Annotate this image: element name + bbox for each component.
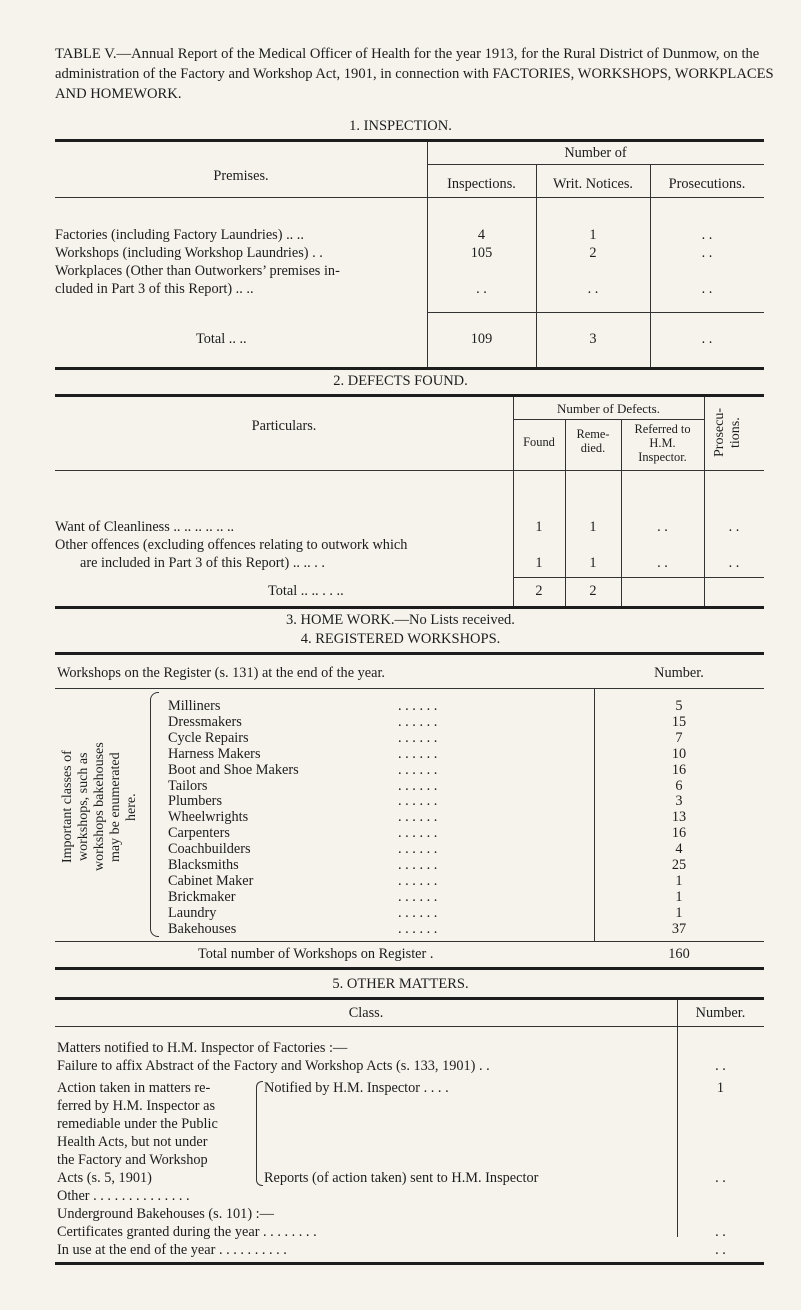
reports-label: Reports (of action taken) sent to H.M. Inspector: [264, 1170, 539, 1186]
rule: [55, 688, 764, 689]
col-writ-notices: Writ. Notices.: [552, 176, 634, 192]
rule: [55, 470, 764, 471]
col-remedied: Reme-: [576, 427, 610, 441]
cell-writ: . .: [587, 281, 599, 297]
col-class: Class.: [348, 1005, 384, 1021]
rule: [55, 367, 764, 370]
col-prosecutions: Prosecutions.: [668, 176, 746, 192]
workshop-label: Wheelwrights: [168, 809, 249, 825]
notified-number: 1: [716, 1080, 725, 1096]
workshop-number: 1: [675, 889, 683, 905]
rule: [55, 1026, 764, 1027]
rule: [55, 394, 764, 397]
total-number: 160: [668, 946, 690, 962]
rule: [55, 197, 764, 198]
total-prosecutions: . .: [701, 331, 713, 347]
workshop-number: 6: [675, 778, 683, 794]
side-label: workshops bakehouses: [92, 742, 107, 872]
total-remedied: 2: [589, 583, 597, 599]
workshop-label: Blacksmiths: [168, 857, 239, 873]
action-text: ferred by H.M. Inspector as: [57, 1098, 216, 1114]
leader-dots: . . . . . .: [398, 714, 438, 730]
col-particulars: Particulars.: [251, 418, 317, 434]
col-number: Number.: [654, 665, 704, 681]
cell-remedied: 1: [589, 519, 597, 535]
other-line: Failure to affix Abstract of the Factory and Workshop Acts (s. 133, 1901) . .: [57, 1058, 490, 1074]
cell-prosecutions: . .: [701, 227, 713, 243]
table-title: TABLE V.—Annual Report of the Medical Officer of Health for the year 1913, for the Rural District of Dunmow, on the administration of the Factory and Workshop Act, 1901, in connection with FACTORIES, WORKSHOPS, WORKPLACES AND HOMEWORK.: [55, 46, 774, 102]
workshop-number: 16: [671, 762, 687, 778]
workshop-number: 4: [675, 841, 683, 857]
workshop-number: 37: [671, 921, 687, 937]
other-label: Other . . . . . . . . . . . . . .: [57, 1188, 190, 1204]
registered-heading: 4. REGISTERED WORKSHOPS.: [300, 631, 501, 647]
other-heading: 5. OTHER MATTERS.: [332, 976, 469, 992]
cell-writ: 1: [589, 227, 597, 243]
workshop-label: Cabinet Maker: [168, 873, 254, 889]
row-label: Other offences (excluding offences relating to outwork which: [55, 537, 408, 553]
cell-found: 1: [535, 555, 543, 571]
leader-dots: . . . . . .: [398, 825, 438, 841]
rule: [55, 606, 764, 609]
col-referred-3: Inspector.: [638, 450, 687, 464]
cell-remedied: 1: [589, 555, 597, 571]
workshop-number: 25: [671, 857, 687, 873]
rule: [55, 139, 764, 142]
workshop-label: Dressmakers: [168, 714, 242, 730]
other-number: . .: [715, 1058, 726, 1074]
workshop-label: Bakehouses: [168, 921, 237, 937]
total-writ: 3: [589, 331, 597, 347]
rule: [513, 577, 764, 578]
total-inspections: 109: [470, 331, 493, 347]
workshop-label: Carpenters: [168, 825, 230, 841]
col-number: Number.: [695, 1005, 746, 1021]
col-workshops: Workshops on the Register (s. 131) at the end of the year.: [57, 665, 385, 681]
row-label: Workshops (including Workshop Laundries) . .: [55, 245, 323, 261]
leader-dots: . . . . . .: [398, 905, 438, 921]
notified-label: Notified by H.M. Inspector . . . .: [264, 1080, 449, 1096]
total-label: Total number of Workshops on Register .: [198, 946, 434, 962]
side-label: workshops, such as: [76, 752, 91, 862]
rule: [677, 1000, 678, 1237]
col-number-of: Number of: [564, 145, 627, 161]
total-found: 2: [535, 583, 543, 599]
workshop-number: 1: [675, 873, 683, 889]
leader-dots: . . . . . .: [398, 921, 438, 937]
cell-referred: . .: [657, 519, 668, 535]
leader-dots: . . . . . .: [398, 730, 438, 746]
col-remedied-2: died.: [580, 441, 606, 455]
rule: [427, 164, 764, 165]
workshop-number: 1: [675, 905, 683, 921]
row-label: are included in Part 3 of this Report) .. .. . .: [80, 555, 325, 571]
row-label: Want of Cleanliness .. .. .. .. .. ..: [55, 519, 235, 535]
side-label: here.: [124, 793, 139, 821]
leader-dots: . . . . . .: [398, 793, 438, 809]
cell-found: 1: [535, 519, 543, 535]
certificates-label: Certificates granted during the year . . . . . . . .: [57, 1224, 317, 1240]
col-found: Found: [523, 435, 555, 449]
cell-prosecutions: . .: [728, 555, 740, 571]
rule: [513, 419, 704, 420]
other-line: Matters notified to H.M. Inspector of Factories :—: [57, 1040, 348, 1056]
brace: [150, 812, 159, 937]
action-text: remediable under the Public: [57, 1116, 218, 1132]
workshop-number: 15: [671, 714, 687, 730]
workshop-number: 10: [671, 746, 687, 762]
workshop-label: Coachbuilders: [168, 841, 251, 857]
row-label: Factories (including Factory Laundries) .. ..: [55, 227, 304, 243]
total-label: Total .. .. . . ..: [268, 583, 344, 599]
cell-prosecutions: . .: [701, 245, 713, 261]
workshop-label: Harness Makers: [168, 746, 261, 762]
certificates-number: . .: [715, 1224, 726, 1240]
rule: [55, 652, 764, 655]
workshop-number: 16: [671, 825, 687, 841]
underground-label: Underground Bakehouses (s. 101) :—: [57, 1206, 274, 1222]
col-referred-2: H.M.: [649, 436, 676, 450]
workshop-label: Brickmaker: [168, 889, 236, 905]
leader-dots: . . . . . .: [398, 778, 438, 794]
cell-prosecutions: . .: [728, 519, 740, 535]
rule: [55, 967, 764, 970]
workshop-number: 3: [675, 793, 683, 809]
rule: [55, 997, 764, 1000]
col-prosecutions: Prosecu-tions.: [712, 408, 743, 458]
cell-writ: 2: [589, 245, 597, 261]
brace: [256, 1133, 263, 1186]
col-inspections: Inspections.: [447, 176, 516, 192]
workshop-number: 5: [675, 698, 683, 714]
action-text: the Factory and Workshop: [57, 1152, 208, 1168]
action-text: Acts (s. 5, 1901): [57, 1170, 152, 1186]
col-premises: Premises.: [213, 168, 269, 184]
workshop-label: Cycle Repairs: [168, 730, 249, 746]
col-referred: Referred to: [634, 422, 691, 436]
col-number-of-defects: Number of Defects.: [557, 401, 660, 416]
leader-dots: . . . . . .: [398, 889, 438, 905]
leader-dots: . . . . . .: [398, 873, 438, 889]
action-text: Action taken in matters re-: [57, 1080, 211, 1096]
leader-dots: . . . . . .: [398, 809, 438, 825]
cell-inspections: . .: [476, 281, 487, 297]
workshop-label: Milliners: [168, 698, 221, 714]
in-use-number: . .: [715, 1242, 726, 1258]
row-label: cluded in Part 3 of this Report) .. ..: [55, 281, 254, 297]
leader-dots: . . . . . .: [398, 841, 438, 857]
workshop-label: Laundry: [168, 905, 217, 921]
workshop-label: Boot and Shoe Makers: [168, 762, 299, 778]
side-label: Important classes of: [60, 750, 75, 864]
workshop-label: Plumbers: [168, 793, 223, 809]
homework-heading: 3. HOME WORK.—No Lists received.: [286, 612, 515, 628]
row-label: Workplaces (Other than Outworkers’ premises in-: [55, 263, 340, 279]
leader-dots: . . . . . .: [398, 762, 438, 778]
total-label: Total .. ..: [196, 331, 247, 347]
defects-heading: 2. DEFECTS FOUND.: [333, 373, 468, 389]
action-text: Health Acts, but not under: [57, 1134, 208, 1150]
cell-referred: . .: [657, 555, 668, 571]
workshop-number: 7: [675, 730, 683, 746]
cell-inspections: 105: [470, 245, 493, 261]
in-use-label: In use at the end of the year . . . . . . . . . .: [57, 1242, 287, 1258]
workshop-number: 13: [671, 809, 687, 825]
leader-dots: . . . . . .: [398, 698, 438, 714]
rule: [55, 941, 764, 942]
leader-dots: . . . . . .: [398, 746, 438, 762]
workshop-label: Tailors: [168, 778, 208, 794]
rule: [427, 312, 764, 313]
rule: [55, 1262, 764, 1265]
inspection-heading: 1. INSPECTION.: [349, 118, 452, 134]
cell-inspections: 4: [477, 227, 486, 243]
side-label: may be enumerated: [108, 752, 123, 862]
brace: [150, 692, 159, 813]
leader-dots: . . . . . .: [398, 857, 438, 873]
brace: [256, 1081, 263, 1134]
reports-number: . .: [715, 1170, 726, 1186]
cell-prosecutions: . .: [701, 281, 713, 297]
